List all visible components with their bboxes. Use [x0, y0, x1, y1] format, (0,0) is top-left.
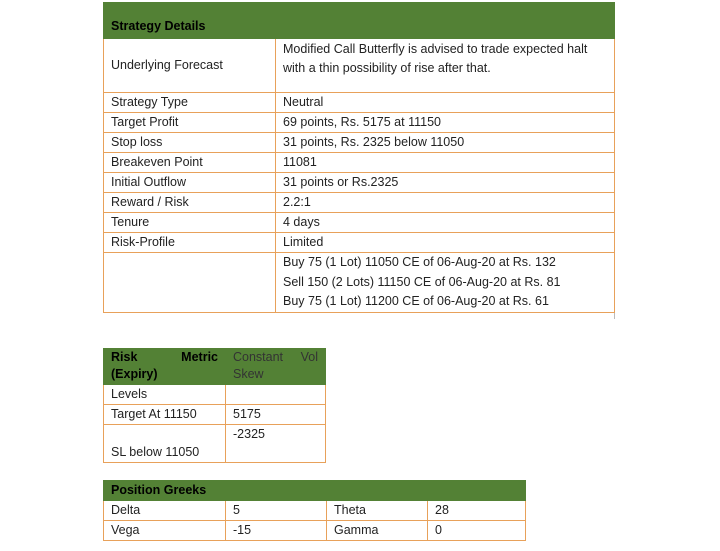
table-header-row	[104, 349, 326, 385]
greek-value: -15	[226, 521, 327, 541]
table-row	[104, 153, 615, 173]
table-row	[104, 193, 615, 213]
row-value: Modified Call Butterfly is advised to trade expected halt with a thin possibility of rise after that.	[276, 39, 615, 93]
vol-header-line: Skew	[233, 367, 264, 381]
table-row	[104, 39, 615, 93]
leg-item: Sell 150 (2 Lots) 11150 CE of 06-Aug-20 at Rs. 81	[283, 274, 561, 289]
row-value: 5175	[226, 405, 326, 425]
table-header-row	[104, 3, 615, 39]
row-label: Strategy Type	[104, 93, 276, 113]
row-label: Tenure	[104, 213, 276, 233]
constant-vol-skew-header	[226, 349, 326, 385]
greek-value: 0	[428, 521, 526, 541]
greek-name: Theta	[327, 501, 428, 521]
row-label: Underlying Forecast	[104, 39, 276, 93]
row-value: 31 points or Rs.2325	[276, 173, 615, 193]
table-row	[104, 133, 615, 153]
risk-metric-header: Risk Metric (Expiry)	[104, 349, 226, 385]
table-header-row	[104, 481, 526, 501]
position-greeks-header: Position Greeks	[104, 481, 226, 501]
strategy-details-table	[103, 2, 615, 313]
table-row	[104, 385, 326, 405]
leg-item: Buy 75 (1 Lot) 11050 CE of 06-Aug-20 at Rs. 132	[283, 255, 556, 269]
table-row	[104, 233, 615, 253]
greek-name: Gamma	[327, 521, 428, 541]
row-label: Risk-Profile	[104, 233, 276, 253]
cursor-marker	[614, 313, 615, 319]
table-row	[104, 405, 326, 425]
table-row	[104, 425, 326, 463]
row-value: -2325	[226, 425, 326, 463]
row-value: 2.2:1	[276, 193, 615, 213]
row-label: SL below 11050	[104, 425, 226, 463]
row-label: Target Profit	[104, 113, 276, 133]
row-label: Initial Outflow	[104, 173, 276, 193]
greek-name: Delta	[104, 501, 226, 521]
table-row	[104, 501, 526, 521]
row-value: Neutral	[276, 93, 615, 113]
header-empty-cell	[226, 481, 327, 501]
row-label: Levels	[104, 385, 226, 405]
strategy-details-header: Strategy Details	[104, 3, 276, 39]
row-label: Target At 11150	[104, 405, 226, 425]
row-label: Stop loss	[104, 133, 276, 153]
row-value: Limited	[276, 233, 615, 253]
legs-cell	[276, 253, 615, 313]
row-value: 11081	[276, 153, 615, 173]
greek-name: Vega	[104, 521, 226, 541]
row-value: 4 days	[276, 213, 615, 233]
table-row	[104, 213, 615, 233]
table-row	[104, 93, 615, 113]
row-value: 69 points, Rs. 5175 at 11150	[276, 113, 615, 133]
table-row	[104, 113, 615, 133]
greek-value: 28	[428, 501, 526, 521]
legs-row	[104, 253, 615, 313]
row-value: 31 points, Rs. 2325 below 11050	[276, 133, 615, 153]
greek-value: 5	[226, 501, 327, 521]
row-label: Reward / Risk	[104, 193, 276, 213]
position-greeks-table	[103, 480, 526, 541]
header-empty-cell	[327, 481, 428, 501]
row-value	[226, 385, 326, 405]
row-label: Breakeven Point	[104, 153, 276, 173]
table-row	[104, 173, 615, 193]
header-empty-cell	[276, 3, 615, 39]
leg-item: Buy 75 (1 Lot) 11200 CE of 06-Aug-20 at Rs. 61	[283, 294, 549, 309]
header-empty-cell	[428, 481, 526, 501]
legs-empty-cell	[104, 253, 276, 313]
vol-header-line: Constant Vol	[233, 350, 318, 364]
table-row	[104, 521, 526, 541]
risk-metric-table	[103, 348, 326, 463]
